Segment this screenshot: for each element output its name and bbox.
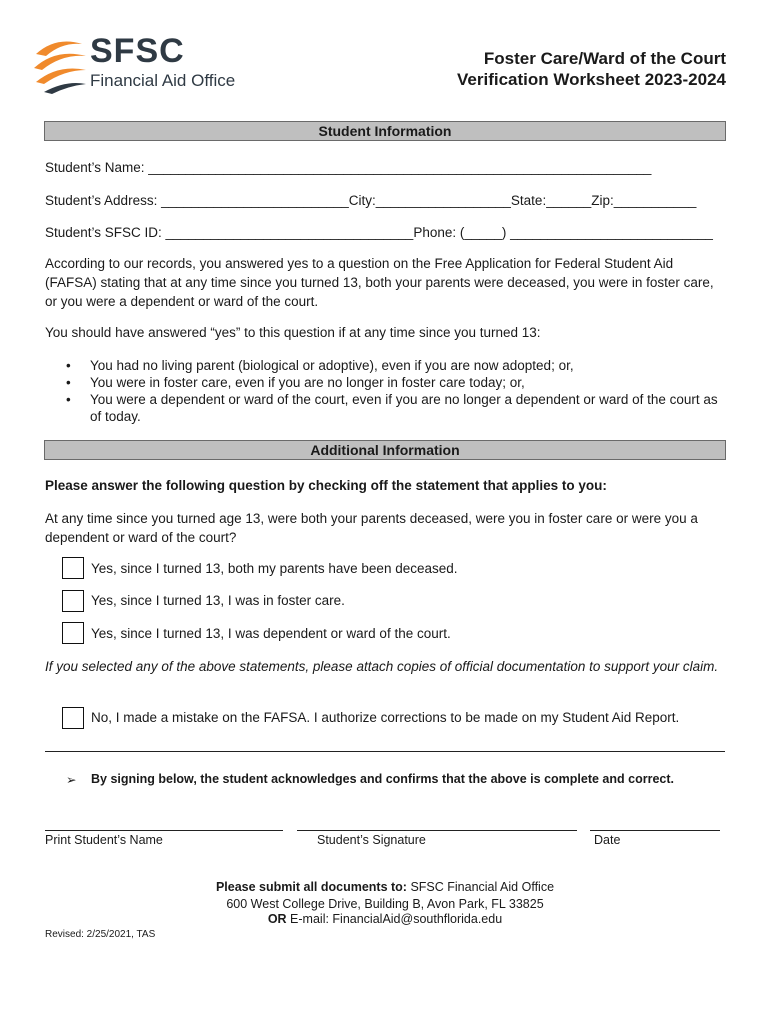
page-title xyxy=(457,48,726,90)
section-divider xyxy=(45,751,725,752)
email-line xyxy=(0,911,770,927)
title-line-2: Verification Worksheet 2023-2024 xyxy=(457,70,726,89)
instruction-text: Please answer the following question by checking off the statement that applies to you: xyxy=(45,478,607,493)
list-item: • You were a dependent or ward of the court, even if you are no longer a dependent or ward of the court as of today. xyxy=(66,392,718,424)
signature-line[interactable] xyxy=(297,830,577,831)
student-name-field[interactable]: Student’s Name: ___________________________________________________________________ xyxy=(45,160,652,175)
records-paragraph: According to our records, you answered yes to a question on the Free Application for Federal Student Aid (FAFSA) stating that at any time since you turned 13, both your parents were deceased, you were in foster care, or you were a dependent or ward of the court. xyxy=(45,256,714,309)
student-id-phone-field[interactable]: Student’s SFSC ID: _________________________________Phone: (_____) ___________________________ xyxy=(45,225,713,240)
student-address-field[interactable]: Student’s Address: _________________________City:__________________State:______Zip:___________ xyxy=(45,193,697,208)
signature-label: Student’s Signature xyxy=(317,833,426,847)
date-label: Date xyxy=(594,833,621,847)
email-address: E-mail: FinancialAid@southflorida.edu xyxy=(286,912,503,926)
logo-name: SFSC xyxy=(90,32,185,70)
student-information-heading: Student Information xyxy=(44,121,726,141)
option-checkbox-parents-deceased[interactable] xyxy=(62,557,84,579)
logo-subtitle: Financial Aid Office xyxy=(90,71,236,90)
criteria-list xyxy=(66,357,726,425)
mailing-address: 600 West College Drive, Building B, Avon Park, FL 33825 xyxy=(226,897,544,911)
print-name-label: Print Student’s Name xyxy=(45,833,163,847)
revision-note: Revised: 2/25/2021, TAS xyxy=(45,929,156,940)
date-line[interactable] xyxy=(590,830,720,831)
option-label-foster-care: Yes, since I turned 13, I was in foster care. xyxy=(91,593,345,608)
or-label: OR xyxy=(267,912,287,926)
option-checkbox-fafsa-mistake[interactable] xyxy=(62,707,84,729)
option-checkbox-ward-of-court[interactable] xyxy=(62,622,84,644)
list-item: • You had no living parent (biological or adoptive), even if you are now adopted; or, xyxy=(66,358,574,373)
option-checkbox-foster-care[interactable] xyxy=(62,590,84,612)
option-label-parents-deceased: Yes, since I turned 13, both my parents have been deceased. xyxy=(91,561,458,576)
additional-information-heading: Additional Information xyxy=(44,440,726,460)
option-label-ward-of-court: Yes, since I turned 13, I was dependent or ward of the court. xyxy=(91,626,451,641)
question-text: At any time since you turned age 13, were both your parents deceased, were you in foster care or were you a dependent or ward of the court? xyxy=(45,511,698,545)
submit-label: Please submit all documents to: xyxy=(215,880,407,894)
should-answer-paragraph: You should have answered “yes” to this question if at any time since you turned 13: xyxy=(45,325,541,340)
print-name-line[interactable] xyxy=(45,830,283,831)
submit-office: SFSC Financial Aid Office xyxy=(406,880,555,894)
submit-line xyxy=(0,879,770,895)
list-item: • You were in foster care, even if you are no longer in foster care today; or, xyxy=(66,375,525,390)
title-line-1: Foster Care/Ward of the Court xyxy=(483,49,726,68)
arrow-icon: ➢ xyxy=(66,773,77,787)
acknowledgement-text: By signing below, the student acknowledges and confirms that the above is complete and correct. xyxy=(91,772,674,786)
documentation-note: If you selected any of the above statements, please attach copies of official documentation to support your claim. xyxy=(45,659,719,674)
option-label-fafsa-mistake: No, I made a mistake on the FAFSA. I authorize corrections to be made on my Student Aid Report. xyxy=(91,710,680,725)
